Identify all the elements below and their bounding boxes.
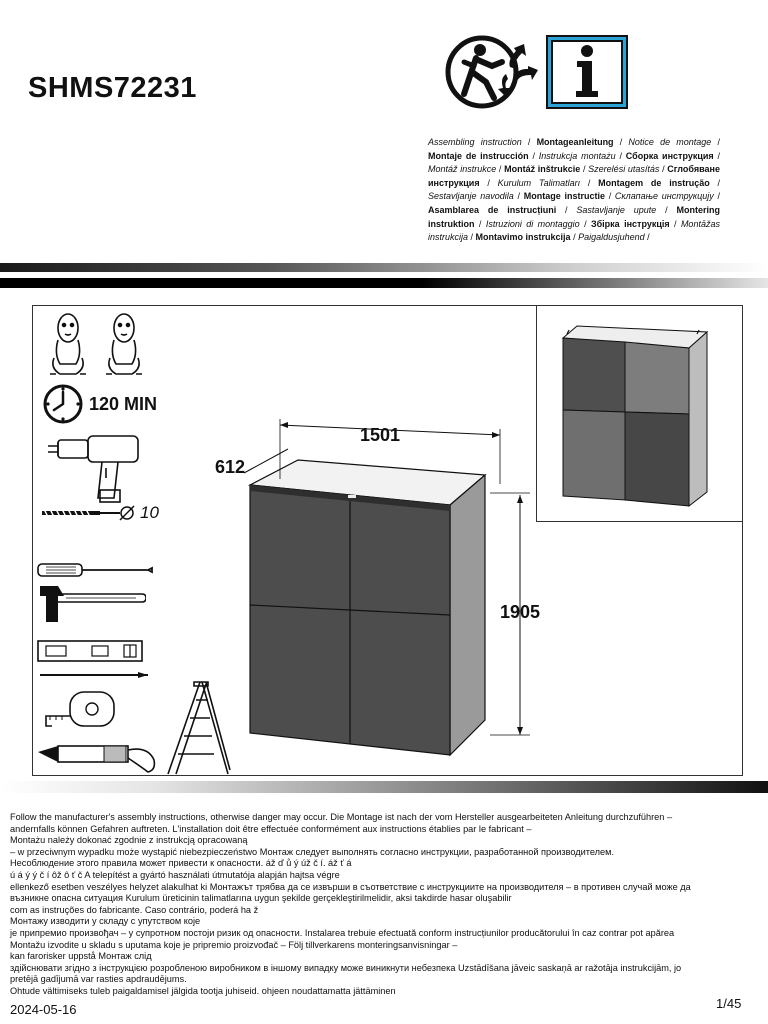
- language-item: Asamblarea de instrucțiuni: [428, 204, 557, 215]
- language-item: Montageanleitung: [536, 137, 614, 147]
- drill-bit-icon: [40, 504, 140, 522]
- drill-size-label: 10: [140, 503, 159, 522]
- notice-line: възникне опасна ситуация Kurulum üreticinin talimatlarına uygun şekilde gerçekleştirilmelidir, aksi takdirde hasar oluşabilir: [10, 893, 512, 904]
- screwdriver-icon: [36, 560, 156, 580]
- height-dimension: 1905: [500, 602, 541, 622]
- header-band-top: [0, 263, 768, 272]
- notice-line: pretējā gadījumā var rasties apdraudējums.: [10, 974, 187, 985]
- language-item: Montāžas instrukcija: [428, 218, 720, 243]
- document-date: 2024-05-16: [10, 1002, 77, 1017]
- language-item: Paigaldusjuhend: [578, 232, 645, 243]
- info-icon: [546, 35, 628, 109]
- pencil-icon: [38, 670, 150, 680]
- language-item: Збірка інструкція: [590, 218, 670, 229]
- notice-line: andernfalls können Gefahren auftreten. L'installation doit être effectuée conformément aux instructions établies par le fabricant –: [10, 823, 532, 834]
- language-item: Montavimo instrukcija: [475, 232, 571, 243]
- language-item: Instrukcja montażu: [538, 150, 616, 161]
- page-number: 1/45: [716, 996, 742, 1011]
- language-item: Istruzioni di montaggio: [485, 218, 580, 229]
- language-item: Assembling instruction: [428, 137, 522, 147]
- language-item: Montáž instrukce: [428, 164, 497, 175]
- page-title: SHMS72231: [28, 72, 197, 104]
- language-item: Szerelési utasítás: [588, 164, 660, 175]
- language-item: Сборка инструкция: [625, 150, 714, 161]
- tape-measure-icon: [40, 688, 120, 732]
- hammer-icon: [36, 582, 146, 626]
- assembly-time: 120 MIN: [89, 394, 158, 414]
- two-persons-icon: [44, 310, 148, 382]
- notice-line: Montażu należy dokonać zgodnie z instrukcją opracowaną: [10, 835, 248, 846]
- notice-line: Follow the manufacturer's assembly instructions, otherwise danger may occur. Die Montage ist nach der vom Hersteller ausgearbeiteten Anleitung durchzuführen –: [10, 812, 673, 822]
- language-item: Montagem de instrução: [598, 177, 710, 188]
- language-item: Montage instructie: [523, 191, 605, 202]
- notice-line: ellenkező esetben veszélyes helyzet alakulhat ki Монтажът трябва да се извърши в съответствие с инструкциите на производителя – в противен случай може да: [10, 881, 691, 892]
- depth-dimension: 612: [215, 457, 246, 477]
- language-item: Montaje de instrucción: [428, 150, 529, 161]
- language-item: Сглобяване инструкция: [428, 164, 720, 188]
- notice-line: com as instruções do fabricante. Caso contrário, poderá ha ž: [10, 904, 259, 915]
- spirit-level-icon: [36, 638, 144, 664]
- finished-wardrobe-inset: [536, 305, 743, 522]
- notice-line: је припремио произвођач – у супротном постоји ризик од опасности. Instalarea trebuie efectuată conform instrucțiunilor producătorului în caz contrar pot apărea: [10, 927, 675, 938]
- notice-line: – w przeciwnym wypadku może wystąpić niebezpieczeństwo Монтаж следует выполнять согласно инструкции, разработанной производителем.: [10, 846, 615, 857]
- notice-line: Несоблюдение этого правила может привести к опасности. áž ď ů ý úž č í. áž ť á: [10, 858, 352, 869]
- language-item: Sestavljanje navodila: [428, 191, 514, 202]
- notice-line: Монтажу изводити у складу с упутством које: [10, 916, 201, 927]
- wardrobe-drawing: [200, 415, 550, 775]
- recycling-person-icon: [442, 32, 540, 112]
- language-item: Склапање инструкцију: [614, 191, 714, 202]
- notice-line: kan farorisker uppstå Монтаж слід: [10, 951, 152, 962]
- inset-wardrobe-drawing: [537, 306, 742, 521]
- notice-line: ú á ý ý č í ôž ô ť č A telepítést a gyártó használati útmutatója alapján hajtsa végre: [10, 869, 340, 880]
- language-item: Montering instruktion: [428, 204, 720, 229]
- language-item: Sastavljanje upute: [576, 204, 657, 215]
- language-item: Notice de montage: [628, 137, 712, 147]
- width-dimension: 1501: [360, 425, 401, 445]
- notice-line: Montažu izvodite u skladu s uputama koje je pripremio proizvođač – Följ tillverkarens monteringsanvisningar –: [10, 939, 458, 950]
- clock-icon: [42, 383, 84, 425]
- footer-band: [0, 781, 768, 793]
- language-item: Kurulum Talimatları: [497, 177, 581, 188]
- language-item: Montáž inštrukcie: [504, 164, 581, 175]
- notice-line: здійснювати згідно з інструкцією розробленою виробником в іншому випадку може виникнути небезпека Uzstādīšana jāveic saskaņā ar ražotāja instrukcijām, jo: [10, 962, 682, 973]
- language-list: Assembling instruction / Montageanleitung / Notice de montage / Montaje de instrucción / Instrukcja montażu / Сборка инструкция / Montáž instrukce / Montáž inštrukcie / Szerelési utasítás / Сглобяване инструкция / Kurulum Talimatları / Montagem de instrução / Sestavljanje navodila / Montage instructie / Склапање инструкцију / Asamblarea de instrucțiuni / Sastavljanje upute / Montering instruktion / Istruzioni di montaggio / Збірка інструкція / Montāžas instrukcija / Montavimo instrukcija / Paigaldusjuhend /: [428, 137, 720, 243]
- drill-icon: [44, 432, 154, 506]
- header-band-bottom: [0, 278, 768, 288]
- utility-knife-icon: [34, 740, 160, 778]
- notice-line: Ohtude vältimiseks tuleb paigaldamisel jälgida tootja juhiseid. ohjeen noudattamatta jättäminen: [10, 985, 396, 996]
- safety-notice: [10, 812, 758, 998]
